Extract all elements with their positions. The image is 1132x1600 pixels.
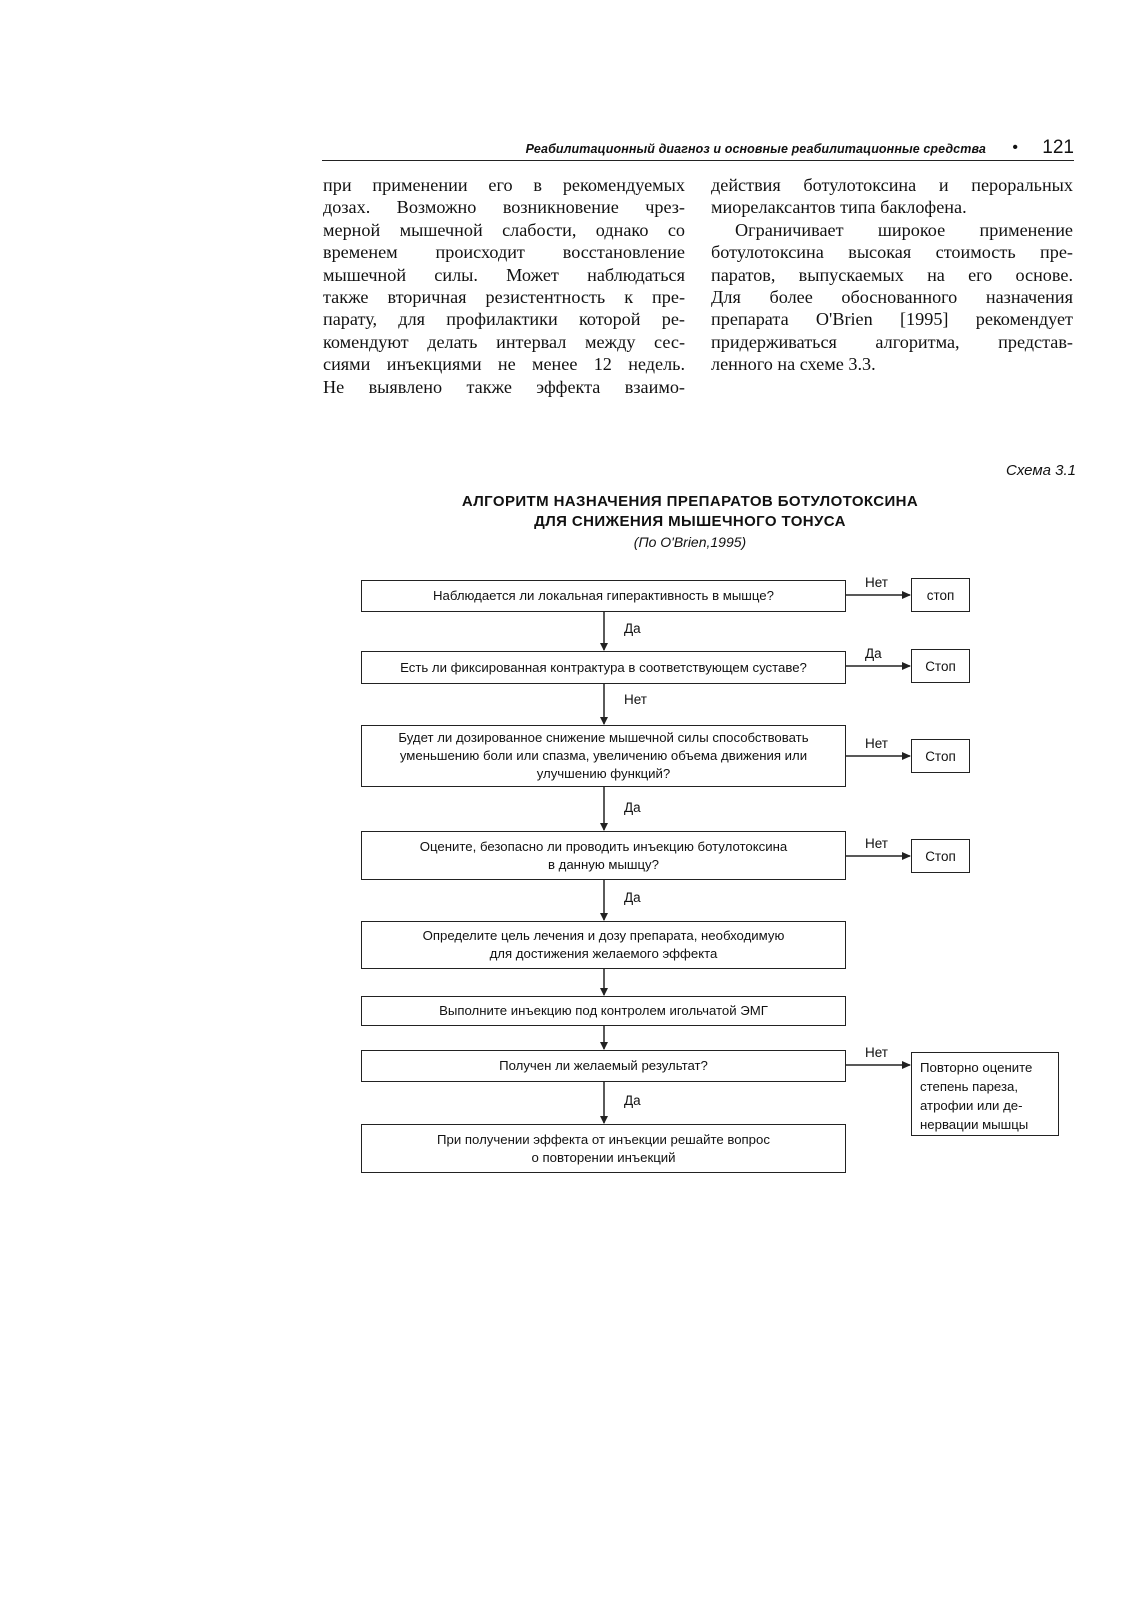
scheme-subtitle: (По O'Brien,1995) — [633, 534, 747, 550]
text-line: также вторичная резистентность к пре- — [323, 287, 685, 308]
flow-outcome-line: степень пареза, — [920, 1079, 1019, 1094]
flow-side-label: Нет — [865, 575, 888, 590]
text-line: Не выявлено также эффекта взаимо- — [323, 376, 685, 397]
flow-down-label: Да — [624, 621, 641, 636]
text-line: сиями инъекциями не менее 12 недель. — [323, 354, 685, 375]
flow-down-arrowhead — [600, 988, 608, 996]
flow-step-line: для достижения желаемого эффекта — [489, 946, 718, 961]
flow-down-arrowhead — [600, 913, 608, 921]
flow-step-line: Оцените, безопасно ли проводить инъекцию ботулотоксина — [419, 838, 788, 854]
flow-down-arrowhead — [600, 643, 608, 651]
flow-side-arrowhead — [902, 662, 911, 670]
scheme-label: Схема 3.1 — [1006, 462, 1076, 479]
flow-step-line: в данную мышцу? — [547, 856, 659, 872]
flow-down-label: Да — [624, 800, 641, 815]
page-number: 121 — [1042, 137, 1074, 158]
flow-side-arrowhead — [902, 752, 911, 760]
flow-step-line: Получен ли желаемый результат? — [499, 1058, 708, 1073]
text-line: Ограничивает широкое применение — [735, 219, 1073, 240]
flow-side-label: Нет — [865, 836, 888, 851]
flow-down-arrowhead — [600, 1116, 608, 1124]
flow-outcome-line: атрофии или де- — [920, 1098, 1023, 1113]
flow-side-arrowhead — [902, 1061, 911, 1069]
running-header-title: Реабилитационный диагноз и основные реабилитационные средства — [525, 142, 986, 156]
text-line: паратов, выпускаемых на его основе. — [711, 264, 1073, 285]
flow-side-arrowhead — [902, 852, 911, 860]
text-line: придерживаться алгоритма, представ- — [711, 331, 1073, 352]
text-line: парату, для профилактики которой ре- — [323, 309, 685, 330]
flow-step-line: Наблюдается ли локальная гиперактивность в мышце? — [433, 588, 774, 603]
flow-down-label: Да — [624, 1093, 641, 1108]
flow-side-label: Да — [865, 646, 882, 661]
text-line: Для более обоснованного назначения — [711, 287, 1073, 308]
flow-side-arrowhead — [902, 591, 911, 599]
flow-step-line: улучшению функций? — [536, 766, 671, 781]
flow-step-line: При получении эффекта от инъекции решайте вопрос — [437, 1131, 770, 1147]
flow-step-line: Есть ли фиксированная контрактура в соответствующем суставе? — [400, 659, 807, 675]
flow-outcome-line: Стоп — [925, 658, 956, 674]
flow-down-label: Нет — [624, 692, 647, 707]
flow-down-arrowhead — [600, 717, 608, 725]
flow-step-line: Определите цель лечения и дозу препарата, необходимую — [422, 928, 785, 943]
text-line: комендуют делать интервал между сес- — [323, 331, 685, 352]
text-line: ленного на схеме 3.3. — [711, 354, 876, 375]
flow-outcome-line: нервации мышцы — [920, 1117, 1029, 1132]
scheme-title: АЛГОРИТМ НАЗНАЧЕНИЯ ПРЕПАРАТОВ БОТУЛОТОКСИНА — [461, 493, 919, 510]
text-line: ботулотоксина высокая стоимость пре- — [711, 242, 1073, 263]
flow-side-label: Нет — [865, 1045, 888, 1060]
flow-step-line: Будет ли дозированное снижение мышечной силы способствовать — [398, 730, 809, 745]
flow-down-label: Да — [624, 890, 641, 905]
text-line: временем происходит восстановление — [323, 242, 685, 263]
flow-outcome-line: стоп — [926, 587, 955, 603]
text-line: при применении его в рекомендуемых — [323, 175, 685, 195]
text-line: мерной мышечной слабости, однако со — [323, 219, 685, 240]
text-line: мышечной силы. Может наблюдаться — [323, 264, 685, 285]
flow-outcome-line: Стоп — [925, 848, 956, 864]
text-line: действия ботулотоксина и пероральных — [711, 175, 1073, 195]
flow-step-line: Выполните инъекцию под контролем игольчатой ЭМГ — [439, 1003, 768, 1018]
flow-step-line: о повторении инъекций — [531, 1149, 676, 1165]
flow-down-arrowhead — [600, 1042, 608, 1050]
text-line: дозах. Возможно возникновение чрез- — [323, 197, 685, 218]
text-line: препарата O'Brien [1995] рекомендует — [711, 309, 1073, 330]
flow-outcome-line: Стоп — [925, 748, 956, 764]
header-bullet: • — [1012, 139, 1018, 156]
flow-step-line: уменьшению боли или спазма, увеличению объема движения или — [399, 748, 808, 763]
flow-outcome-line: Повторно оцените — [920, 1060, 1033, 1075]
flow-down-arrowhead — [600, 823, 608, 831]
text-line: миорелаксантов типа баклофена. — [711, 197, 967, 218]
flow-side-label: Нет — [865, 736, 888, 751]
scheme-title-line2: ДЛЯ СНИЖЕНИЯ МЫШЕЧНОГО ТОНУСА — [534, 513, 846, 530]
